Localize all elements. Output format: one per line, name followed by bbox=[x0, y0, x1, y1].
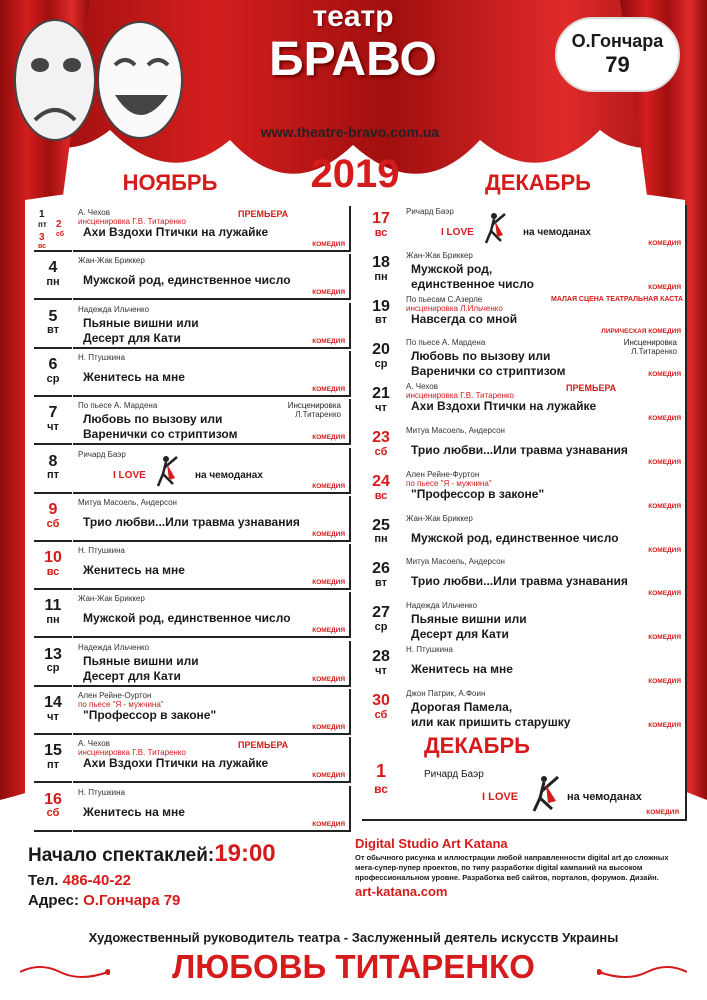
play-title-2: Десерт для Кати bbox=[83, 668, 181, 683]
play-genre: КОМЕДИЯ bbox=[312, 627, 345, 635]
play-title: Ахи Вздохи Птички на лужайке bbox=[83, 756, 269, 771]
day-number: 30 bbox=[372, 691, 390, 709]
day-cell bbox=[34, 399, 72, 445]
play-author: Джон Патрик, А.Фоин bbox=[406, 688, 486, 698]
day-cell bbox=[362, 424, 400, 470]
day-weekday: чт bbox=[47, 420, 59, 433]
play-cell bbox=[73, 786, 351, 832]
play-title: Женитесь на мне bbox=[83, 369, 185, 384]
play-title-2: Десерт для Кати bbox=[411, 627, 509, 642]
play-cell bbox=[73, 592, 351, 638]
play-cell bbox=[73, 496, 351, 542]
day-number-3: 3 bbox=[39, 232, 45, 243]
play-title: Трио любви...Или травма узнавания bbox=[411, 443, 628, 457]
play-title: Женитесь на мне bbox=[83, 563, 185, 578]
play-author: Митуа Масоель, Андерсон bbox=[406, 426, 505, 435]
play-title-2: Десерт для Кати bbox=[83, 330, 181, 345]
day-cell bbox=[34, 448, 72, 494]
play-staging: инсценировка Г.В. Титаренко bbox=[78, 217, 186, 226]
schedule-row bbox=[362, 555, 687, 602]
day-weekday: вс bbox=[374, 226, 388, 239]
day-weekday: сб bbox=[46, 517, 60, 530]
play-genre: КОМЕДИЯ bbox=[312, 675, 345, 683]
play-cell bbox=[401, 468, 687, 514]
day-cell bbox=[362, 293, 400, 339]
studio-block bbox=[355, 836, 675, 899]
play-staging: инсценировка Л.Ильченко bbox=[406, 303, 503, 313]
play-genre: КОМЕДИЯ bbox=[648, 546, 681, 554]
play-genre: ЛИРИЧЕСКАЯ КОМЕДИЯ bbox=[601, 327, 681, 335]
play-title: Мужской род, единственное число bbox=[411, 530, 619, 545]
schedule-row bbox=[34, 351, 351, 398]
address-badge bbox=[555, 17, 680, 92]
play-title: Пьяные вишни или bbox=[83, 653, 199, 668]
play-cell bbox=[73, 737, 351, 783]
play-genre: КОМЕДИЯ bbox=[648, 502, 681, 510]
play-author: А. Чехов bbox=[78, 739, 110, 749]
day-weekday: вс bbox=[46, 565, 60, 578]
day-number: 20 bbox=[372, 341, 390, 359]
day-number-2: 2 bbox=[56, 219, 62, 230]
schedule-row bbox=[362, 468, 687, 515]
play-cell bbox=[401, 380, 687, 426]
play-genre: КОМЕДИЯ bbox=[648, 371, 681, 379]
play-author: Надежда Ильченко bbox=[78, 642, 150, 652]
director-caption: Художественный руководитель театра - Заслуженный деятель искусств Украины bbox=[88, 930, 619, 945]
schedule-row bbox=[362, 205, 687, 252]
day-weekday: пт bbox=[46, 469, 60, 482]
day-weekday: сб bbox=[374, 708, 388, 721]
theatre-masks-icon bbox=[0, 0, 200, 160]
schedule-row bbox=[34, 592, 351, 639]
dec-day-number: 1 bbox=[375, 761, 386, 781]
day-cell bbox=[34, 206, 72, 252]
schedule-row bbox=[34, 448, 351, 495]
play-cell bbox=[401, 599, 687, 645]
dec-day-weekday: вс bbox=[374, 782, 388, 796]
schedule-row bbox=[34, 254, 351, 301]
schedule-row bbox=[34, 737, 351, 784]
play-author: Митуа Масоель, Андерсон bbox=[78, 497, 177, 507]
day-weekday: ср bbox=[374, 620, 388, 633]
start-label: Начало спектаклей: bbox=[28, 845, 215, 866]
play-cell bbox=[401, 512, 687, 558]
day-weekday: пт bbox=[46, 759, 60, 772]
theatre-word: театр bbox=[312, 0, 394, 33]
play-cell bbox=[73, 689, 351, 735]
play-title-2: на чемоданах bbox=[523, 227, 591, 238]
day-number: 26 bbox=[372, 560, 390, 578]
play-cell bbox=[73, 641, 351, 687]
play-title: Любовь по вызову или bbox=[83, 412, 223, 427]
play-tag: ПРЕМЬЕРА bbox=[238, 209, 289, 219]
day-number: 23 bbox=[372, 429, 390, 446]
director-name: ЛЮБОВЬ ТИТАРЕНКО bbox=[172, 948, 535, 985]
day-number: 25 bbox=[372, 516, 390, 534]
dec-block-title-a: I LOVE bbox=[482, 791, 519, 803]
play-genre: КОМЕДИЯ bbox=[648, 240, 681, 247]
day-cell bbox=[362, 687, 400, 733]
day-cell bbox=[362, 249, 400, 295]
play-genre: КОМЕДИЯ bbox=[312, 724, 345, 731]
play-title: Пьяные вишни или bbox=[411, 612, 527, 627]
day-cell bbox=[362, 555, 400, 601]
day-weekday: пн bbox=[374, 533, 388, 546]
schedule-row bbox=[34, 786, 351, 833]
play-staging: Инсценировка bbox=[623, 338, 677, 348]
day-number: 8 bbox=[48, 452, 58, 470]
day-number: 5 bbox=[48, 307, 58, 325]
year: 2019 bbox=[310, 152, 400, 196]
play-author: Жан-Жак Бриккер bbox=[78, 594, 145, 604]
play-author: А. Чехов bbox=[406, 382, 438, 392]
day-number: 16 bbox=[44, 790, 62, 808]
play-title: Женитесь на мне bbox=[411, 662, 513, 676]
month-december: ДЕКАБРЬ bbox=[485, 170, 591, 195]
december-first-block bbox=[362, 731, 687, 821]
address-number: 79 bbox=[605, 52, 630, 77]
play-author: Н. Птушкина bbox=[78, 352, 125, 362]
play-genre: КОМЕДИЯ bbox=[312, 289, 345, 297]
address-row bbox=[28, 892, 276, 909]
play-author: Митуа Масоель, Андерсон bbox=[406, 557, 505, 567]
day-weekday: вт bbox=[46, 324, 59, 337]
play-author: Жан-Жак Бриккер bbox=[406, 513, 473, 523]
play-author: А. Чехов bbox=[78, 208, 110, 217]
play-genre: КОМЕДИЯ bbox=[648, 590, 681, 598]
day-number: 28 bbox=[372, 648, 390, 665]
play-author: По пьесе А. Мардена bbox=[406, 338, 486, 348]
play-genre: КОМЕДИЯ bbox=[312, 385, 345, 393]
studio-name: Digital Studio Art Katana bbox=[355, 836, 508, 851]
studio-description: От обычного рисунка и иллюстрации любой направленности digital art до сложных мега-супер-пупер проектов, по типу разработки digital кампаний на высоком профессиональном уровне. Разработка веб сайтов, порталов, форумов. Дизайн. bbox=[355, 853, 669, 882]
play-genre: КОМЕДИЯ bbox=[312, 820, 345, 828]
play-author: Жан-Жак Бриккер bbox=[406, 250, 473, 260]
play-title: Пьяные вишни или bbox=[83, 315, 199, 330]
day-cell bbox=[362, 599, 400, 645]
ornament-left-icon bbox=[20, 962, 110, 982]
play-author: Ален Рейне-Фуртон bbox=[406, 469, 480, 479]
day-weekday: пн bbox=[46, 276, 60, 289]
day-number: 14 bbox=[44, 694, 62, 711]
day-number: 17 bbox=[372, 210, 390, 227]
day-number: 10 bbox=[44, 549, 62, 567]
play-staging: по пьесе "Я - мужчина" bbox=[78, 700, 164, 709]
ornament-right-icon bbox=[597, 962, 687, 982]
play-title: Мужской род, единственное число bbox=[83, 611, 291, 626]
play-title: Навсегда со мной bbox=[411, 311, 518, 326]
day-number: 15 bbox=[44, 742, 62, 760]
play-staging-2: Л.Титаренко bbox=[295, 410, 341, 420]
start-time: 19:00 bbox=[214, 840, 276, 867]
day-cell bbox=[362, 380, 400, 426]
play-author: Надежда Ильченко bbox=[78, 304, 150, 314]
day-number: 13 bbox=[44, 645, 62, 663]
play-title: "Профессор в законе" bbox=[411, 486, 545, 501]
schedule-row bbox=[34, 641, 351, 688]
play-genre: КОМЕДИЯ bbox=[312, 482, 345, 490]
play-cell bbox=[73, 206, 351, 252]
play-cell bbox=[73, 544, 351, 590]
play-staging-2: Л.Титаренко bbox=[631, 347, 677, 357]
day-cell bbox=[362, 643, 400, 689]
day-weekday: вт bbox=[374, 314, 387, 327]
website-link[interactable]: www.theatre-bravo.com.ua bbox=[260, 124, 440, 140]
play-author: Н. Птушкина bbox=[78, 546, 125, 556]
play-tag-2: ТЕАТРАЛЬНАЯ КАСТА bbox=[606, 295, 684, 303]
month-november: НОЯБРЬ bbox=[122, 170, 218, 195]
play-genre: КОМЕДИЯ bbox=[312, 530, 345, 538]
play-genre: КОМЕДИЯ bbox=[312, 241, 345, 248]
play-genre: КОМЕДИЯ bbox=[312, 434, 345, 442]
day-weekday-2: сб bbox=[56, 231, 65, 238]
day-number: 1 bbox=[39, 209, 45, 220]
play-tag: ПРЕМЬЕРА bbox=[238, 740, 289, 751]
day-cell bbox=[34, 544, 72, 590]
schedule-row bbox=[362, 249, 687, 296]
play-title-2: Варенички со стриптизом bbox=[83, 427, 238, 442]
day-weekday: сб bbox=[374, 445, 388, 458]
play-cell bbox=[73, 399, 351, 445]
day-weekday: ср bbox=[46, 662, 60, 675]
play-title: Трио любви...Или травма узнавания bbox=[83, 514, 300, 529]
play-cell bbox=[73, 254, 351, 300]
play-cell bbox=[401, 424, 687, 470]
dec-block-month: ДЕКАБРЬ bbox=[424, 733, 530, 758]
day-weekday: ср bbox=[46, 372, 60, 385]
play-staging: Инсценировка bbox=[287, 401, 341, 411]
day-number: 9 bbox=[48, 500, 58, 518]
play-genre: КОМЕДИЯ bbox=[648, 634, 681, 642]
schedule-row bbox=[362, 380, 687, 427]
day-cell bbox=[362, 468, 400, 514]
day-weekday: чт bbox=[47, 710, 59, 723]
play-cell bbox=[401, 687, 687, 733]
play-genre: КОМЕДИЯ bbox=[648, 283, 681, 291]
play-title: Мужской род, единственное число bbox=[83, 273, 291, 288]
dancers-icon bbox=[530, 773, 565, 813]
play-author: Надежда Ильченко bbox=[406, 601, 478, 611]
day-cell bbox=[362, 205, 400, 251]
play-genre: КОМЕДИЯ bbox=[648, 415, 681, 423]
theatre-name: БРАВО bbox=[269, 33, 437, 86]
play-genre: КОМЕДИЯ bbox=[312, 772, 345, 780]
schedule-row bbox=[362, 336, 687, 383]
play-author: Н. Птушкина bbox=[78, 787, 125, 797]
play-genre: КОМЕДИЯ bbox=[648, 678, 681, 685]
play-author: По пьесе А. Мардена bbox=[78, 401, 158, 411]
play-author: Жан-Жак Бриккер bbox=[78, 256, 145, 266]
play-title: I LOVE bbox=[113, 469, 146, 481]
start-time-row bbox=[28, 840, 276, 868]
address-label: Адрес: bbox=[28, 892, 79, 909]
dancers-icon bbox=[483, 211, 509, 245]
play-author: Ричард Баэр bbox=[406, 207, 454, 216]
schedule-row bbox=[362, 687, 687, 734]
day-cell bbox=[34, 737, 72, 783]
play-cell bbox=[401, 336, 687, 382]
play-staging: по пьесе "Я - мужчина" bbox=[406, 478, 492, 488]
day-number: 7 bbox=[48, 404, 58, 422]
dec-block-author: Ричард Баэр bbox=[424, 769, 484, 780]
day-cell bbox=[34, 496, 72, 542]
phone-label: Тел. bbox=[28, 872, 59, 889]
day-number: 27 bbox=[372, 604, 390, 622]
day-number: 21 bbox=[372, 385, 390, 403]
day-weekday: чт bbox=[375, 664, 387, 677]
play-tag: ПРЕМЬЕРА bbox=[566, 383, 617, 394]
day-number: 24 bbox=[372, 472, 390, 490]
day-cell bbox=[34, 786, 72, 832]
day-cell bbox=[34, 592, 72, 638]
play-title: Дорогая Памела, bbox=[411, 699, 513, 714]
play-author: Ален Рейне-Оуртон bbox=[78, 691, 152, 700]
play-cell bbox=[73, 303, 351, 349]
dec-block-genre: КОМЕДИЯ bbox=[646, 809, 679, 816]
play-title: Любовь по вызову или bbox=[411, 349, 551, 364]
day-weekday: вс bbox=[374, 489, 388, 502]
day-weekday: вт bbox=[374, 577, 387, 590]
dancers-icon bbox=[155, 454, 181, 488]
day-number: 18 bbox=[372, 253, 390, 271]
play-staging: инсценировка Г.В. Титаренко bbox=[78, 748, 186, 758]
day-number: 6 bbox=[48, 355, 58, 373]
play-author: Н. Птушкина bbox=[406, 645, 453, 654]
studio-site[interactable]: art-katana.com bbox=[355, 884, 448, 900]
play-cell bbox=[73, 351, 351, 397]
schedule-row bbox=[362, 512, 687, 559]
day-cell bbox=[34, 254, 72, 300]
day-cell bbox=[34, 303, 72, 349]
play-title: Ахи Вздохи Птички на лужайке bbox=[83, 225, 269, 239]
dec-day-cell bbox=[362, 731, 400, 819]
day-cell bbox=[362, 336, 400, 382]
play-cell bbox=[401, 555, 687, 601]
play-title-2: единственное число bbox=[411, 276, 535, 291]
play-genre: КОМЕДИЯ bbox=[648, 721, 681, 729]
play-author: Ричард Баэр bbox=[78, 449, 126, 459]
day-weekday-3: вс bbox=[38, 243, 47, 250]
day-weekday: пт bbox=[38, 220, 47, 229]
day-weekday: чт bbox=[375, 401, 387, 414]
play-title: Трио любви...Или травма узнавания bbox=[411, 574, 628, 589]
day-weekday: сб bbox=[46, 807, 60, 820]
play-title: "Профессор в законе" bbox=[83, 708, 217, 722]
day-cell bbox=[34, 351, 72, 397]
schedule-row bbox=[362, 643, 687, 690]
day-cell bbox=[34, 689, 72, 735]
play-cell bbox=[401, 205, 687, 251]
play-title-2: или как пришить старушку bbox=[411, 714, 571, 729]
play-tag: МАЛАЯ СЦЕНА bbox=[551, 295, 604, 303]
play-cell bbox=[401, 643, 687, 689]
play-title: Женитесь на мне bbox=[83, 804, 185, 819]
play-title: Мужской род, bbox=[411, 261, 493, 276]
schedule-row bbox=[34, 303, 351, 350]
day-number: 11 bbox=[44, 597, 62, 615]
play-genre: КОМЕДИЯ bbox=[312, 337, 345, 345]
address-value: О.Гончара 79 bbox=[83, 892, 181, 909]
play-author: По пьесам С.Азерле bbox=[406, 294, 483, 304]
day-weekday: пн bbox=[46, 614, 60, 627]
day-number: 4 bbox=[48, 259, 58, 277]
day-weekday: ср bbox=[374, 358, 388, 371]
play-genre: КОМЕДИЯ bbox=[312, 579, 345, 587]
day-cell bbox=[34, 641, 72, 687]
play-cell bbox=[73, 448, 351, 494]
schedule-row bbox=[34, 496, 351, 543]
schedule-row bbox=[34, 399, 351, 446]
play-title: I LOVE bbox=[441, 227, 474, 238]
schedule-row bbox=[362, 424, 687, 471]
play-title-2: Варенички со стриптизом bbox=[411, 364, 566, 379]
dec-block-title-b: на чемоданах bbox=[567, 791, 642, 803]
day-number: 19 bbox=[372, 297, 390, 315]
address-street: О.Гончара bbox=[571, 31, 664, 51]
schedule-row bbox=[362, 599, 687, 646]
play-title: Ахи Вздохи Птички на лужайке bbox=[411, 399, 597, 414]
phone-number[interactable]: 486-40-22 bbox=[62, 872, 132, 889]
day-cell bbox=[362, 512, 400, 558]
phone-row bbox=[28, 872, 276, 889]
footer-info bbox=[28, 840, 276, 909]
play-genre: КОМЕДИЯ bbox=[648, 459, 681, 466]
play-staging: инсценировка Г.В. Титаренко bbox=[406, 391, 514, 401]
schedule-row bbox=[34, 689, 351, 736]
schedule-row bbox=[34, 544, 351, 591]
play-title-2: на чемоданах bbox=[195, 469, 263, 481]
schedule-row bbox=[34, 206, 351, 253]
day-weekday: пн bbox=[374, 270, 388, 283]
play-cell bbox=[401, 249, 687, 295]
play-cell bbox=[401, 293, 687, 339]
schedule-row bbox=[362, 293, 687, 340]
